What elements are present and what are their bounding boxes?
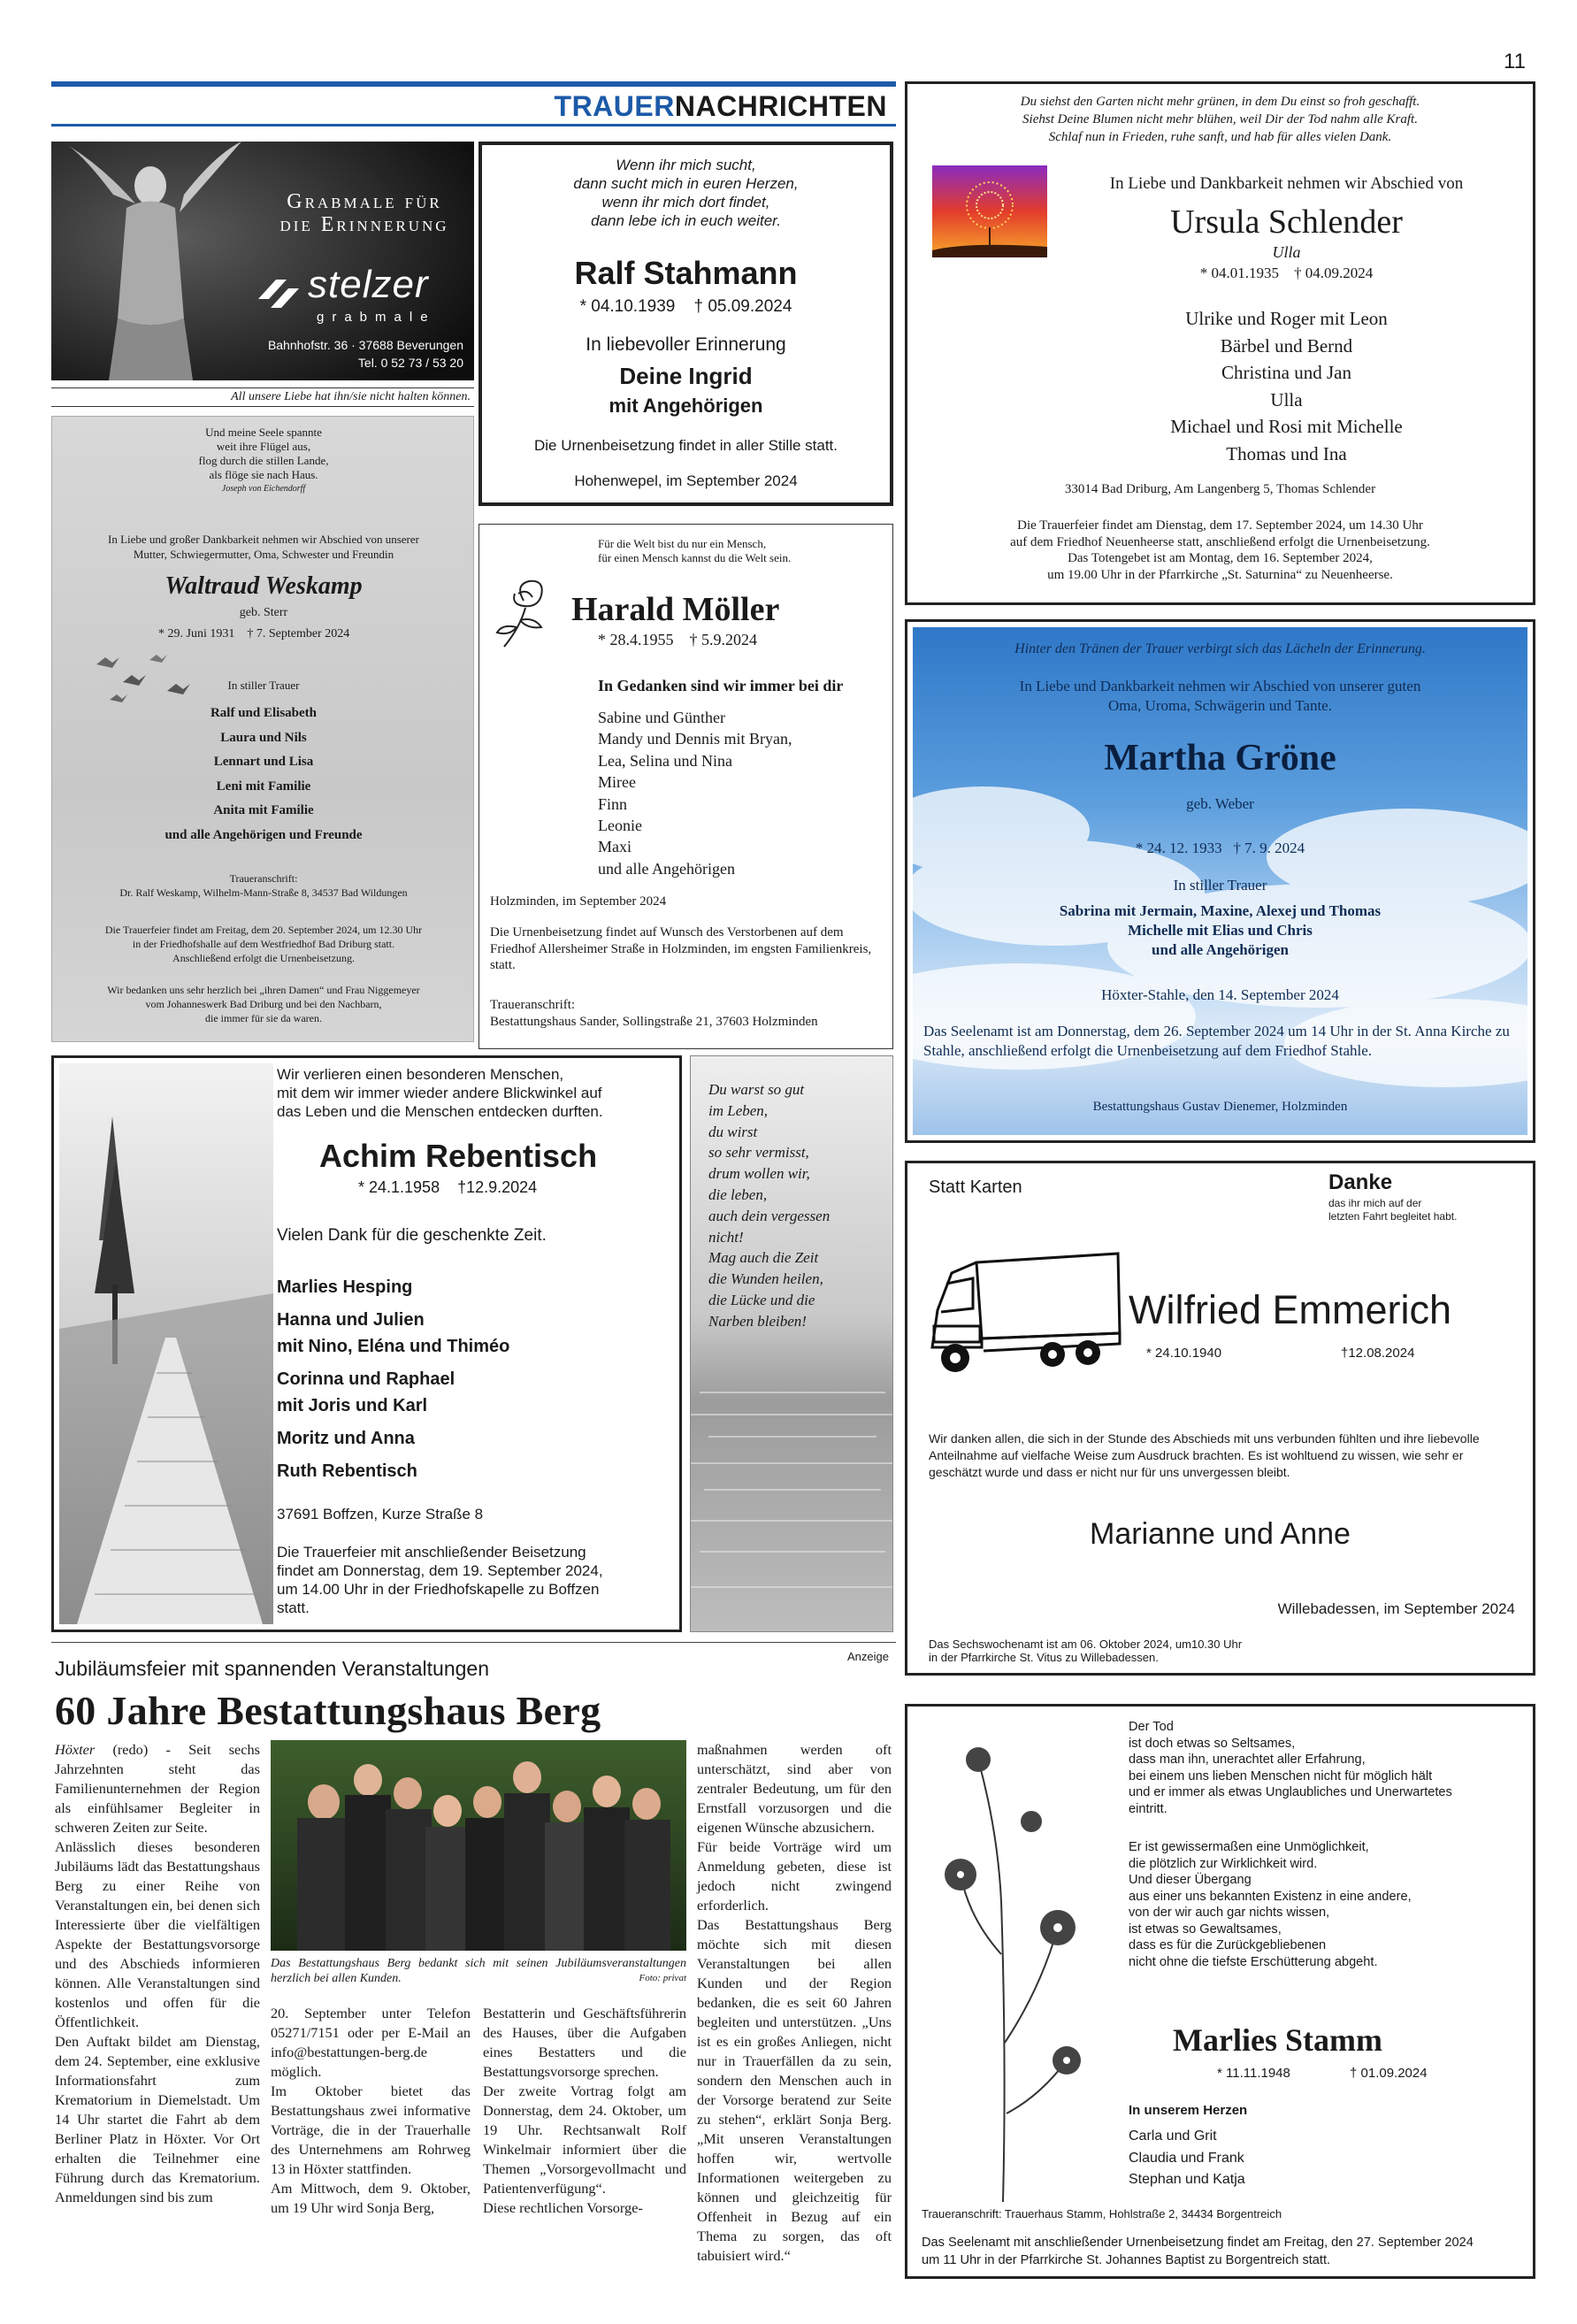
- rebentisch-thanks: Vielen Dank für die geschenkte Zeit.: [277, 1226, 547, 1245]
- weskamp-mourner: Lennart und Lisa: [213, 755, 314, 769]
- moeller-address: [490, 997, 818, 1030]
- moeller-poem: [598, 537, 791, 565]
- rebentisch-address: 37691 Boffzen, Kurze Straße 8: [277, 1506, 484, 1522]
- weskamp-addr: Dr. Ralf Weskamp, Wilhelm-Mann-Straße 8, 34537 Bad Wildungen: [119, 886, 408, 899]
- stamm-poem-2: [1129, 1839, 1412, 1970]
- weskamp-born: * 29. Juni 1931: [158, 627, 235, 640]
- schlender-intro: In Liebe und Dankbarkeit nehmen wir Abschied von: [1109, 174, 1464, 193]
- rebentisch-mourner: Ruth Rebentisch: [277, 1461, 417, 1481]
- stamm-mourner: Stephan und Katja: [1129, 2172, 1245, 2187]
- groene-dates: * 24. 12. 1933 † 7. 9. 2024: [1135, 840, 1305, 856]
- emmerich-born: * 24.10.1940: [1146, 1346, 1222, 1361]
- groene-place: Höxter-Stahle, den 14. September 2024: [1101, 986, 1339, 1003]
- schlender-poem-line: Siehst Deine Blumen nicht mehr blühen, weil Dir der Tod nahm alle Kraft.: [1022, 112, 1418, 127]
- stahmann-name: Ralf Stahmann: [574, 255, 798, 291]
- weskamp-funeral-line: in der Friedhofshalle auf dem Westfriedhof Bad Driburg statt.: [132, 938, 395, 950]
- boardwalk-forest-image: [59, 1063, 273, 1624]
- rebentisch-mourner: Corinna und Raphael: [277, 1369, 455, 1389]
- stamm-hearts: In unserem Herzen: [1129, 2103, 1248, 2118]
- weskamp-mourner: Laura und Nils: [220, 730, 307, 745]
- section-header: [51, 81, 896, 127]
- notice-moeller: [478, 524, 893, 1049]
- emmerich-thanks-title: Danke: [1328, 1170, 1393, 1194]
- schlender-mourner: Christina und Jan: [1221, 362, 1351, 383]
- stahmann-memory: In liebevoller Erinnerung: [586, 334, 786, 355]
- stelzer-headline-1: Grabmale für: [287, 190, 442, 213]
- weskamp-thanks-line: vom Johanneswerk Bad Driburg und bei den Nachbarn,: [145, 998, 382, 1010]
- schlender-poem: [907, 93, 1533, 146]
- stamm-poem-line: dass man ihn, unerachtet aller Erfahrung,: [1129, 1753, 1366, 1767]
- stamm-mass: [922, 2234, 1474, 2269]
- rebentisch-dates: [358, 1178, 537, 1197]
- article-paragraph: Bestatterin und Geschäftsführerin des Hauses, über die Aufgaben eines Bestatters und die Bestattungsvorsorge sprechen.: [483, 2005, 686, 2080]
- stamm-poem-line: ist doch etwas so Seltsames,: [1129, 1736, 1296, 1751]
- poem-line: die leben,: [708, 1185, 768, 1203]
- weskamp-name: Waltraud Weskamp: [165, 572, 363, 600]
- emmerich-text: Wir danken allen, die sich in der Stunde des Abschieds mit uns verbunden fühlten und ihre liebevolle Anteilnahme auf vielfache Weise zum Ausdruck brachten. Es ist wohltuend zu wissen, wie sehr er geschätzt wurde und dass er nicht nur für uns unvergessen bleibt.: [929, 1431, 1480, 1479]
- groene-quote: Hinter den Tränen der Trauer verbirgt sich das Lächeln der Erinnerung.: [1014, 641, 1426, 656]
- schlender-funeral: [907, 518, 1533, 583]
- weskamp-poem: [52, 426, 475, 496]
- stamm-poem-1: [1129, 1719, 1452, 1817]
- sea-image: [691, 1375, 893, 1632]
- stelzer-ad: [51, 142, 474, 380]
- groene-intro: [907, 677, 1533, 716]
- rebentisch-mourner: Hanna und Julien: [277, 1310, 425, 1330]
- article-col-1: [55, 1740, 260, 2207]
- emmerich-mass-line: Das Sechswochenamt ist am 06. Oktober 2024, um10.30 Uhr: [929, 1638, 1243, 1651]
- stamm-poem-line: und er immer als etwas Unglaubliches und Unerwartetes: [1129, 1785, 1452, 1799]
- stamm-mass-line: Das Seelenamt mit anschließender Urnenbeisetzung findet am Freitag, den 27. September 2024: [922, 2236, 1474, 2250]
- stahmann-place: Hohenwepel, im September 2024: [574, 472, 798, 489]
- stahmann-dates: [482, 297, 890, 317]
- stamm-poem-line: ist etwas so Gewaltsames,: [1129, 1921, 1282, 1937]
- rebentisch-born: * 24.1.1958: [358, 1178, 440, 1196]
- article-paragraph: Für beide Vorträge wird um Anmeldung gebeten, diese ist jedoch nicht zwingend erforderlich.: [697, 1838, 892, 1914]
- schlender-poem-line: Du siehst den Garten nicht mehr grünen, in dem Du einst so froh geschafft.: [1020, 95, 1420, 109]
- article-paragraph: Anlässlich dieses besonderen Jubiläums lädt das Bestattungshaus Berg zu einer Reihe von Veranstaltungen ein, bei denen sich Interessierte über die vielfältigen Aspekte der Bestattungsvorsorge und des Abschieds informieren können. Alle Veranstaltungen sind kostenlos und offen für die Öffentlichkeit.: [55, 1838, 260, 2030]
- moeller-mourner: Sabine und Günther: [598, 709, 725, 726]
- schlender-mourners: [1040, 305, 1533, 467]
- notice-stamm: [905, 1704, 1535, 2279]
- stahmann-poem-line: dann sucht mich in euren Herzen,: [573, 175, 799, 192]
- rebentisch-intro: [277, 1065, 603, 1121]
- poem-line: nicht!: [708, 1228, 744, 1246]
- stahmann-note: Die Urnenbeisetzung findet in aller Stille statt.: [533, 437, 838, 454]
- notice-weskamp: [51, 416, 474, 1042]
- groene-mourner: Sabrina mit Jermain, Maxine, Alexej und Thomas: [1059, 902, 1382, 919]
- emmerich-mass: [929, 1638, 1242, 1664]
- team-photo: [271, 1740, 686, 1951]
- emmerich-corner-left: Statt Karten: [929, 1177, 1022, 1197]
- moeller-died: † 5.9.2024: [689, 631, 757, 648]
- stahmann-died: † 05.09.2024: [693, 297, 792, 316]
- article-berg: [51, 1642, 896, 2279]
- schlender-funeral-line: um 19.00 Uhr in der Pfarrkirche „St. Saturnina“ zu Neuenheerse.: [1047, 567, 1393, 582]
- weskamp-died: † 7. September 2024: [247, 627, 350, 640]
- stahmann-born: * 04.10.1939: [579, 297, 676, 316]
- weskamp-funeral-line: Anschließend erfolgt die Urnenbeisetzung.: [172, 952, 355, 964]
- stelzer-caption: All unsere Liebe hat ihn/sie nicht halten können.: [51, 387, 474, 407]
- poem-panel-text: [708, 1079, 830, 1332]
- stahmann-poem: [482, 156, 890, 230]
- groene-mourner: Michelle mit Elias und Chris: [1128, 922, 1313, 939]
- page-number: 11: [1504, 50, 1526, 73]
- moeller-name: Harald Möller: [571, 591, 780, 628]
- emmerich-place: Willebadessen, im September 2024: [1277, 1600, 1515, 1617]
- article-paragraph: maßnahmen werden oft unterschätzt, sind aber von zentraler Bedeutung, um für den Ernstfall vorzusorgen und die eigenen Wünsche abzusichern.: [697, 1741, 892, 1836]
- schlender-mourner: Thomas und Ina: [1226, 442, 1347, 464]
- schlender-name: Ursula Schlender: [1170, 203, 1403, 241]
- notice-groene: [905, 619, 1535, 1143]
- photo-caption-text: Das Bestattungshaus Berg bedankt sich mit seinen Jubiläumsveranstaltungen herzlich bei allen Kunden.: [271, 1957, 686, 1985]
- stelzer-brand: stelzer: [308, 263, 429, 306]
- flower-illustration: [925, 1724, 1093, 2202]
- moeller-mourner: Lea, Selina und Nina: [598, 751, 732, 770]
- header-rule-top: [51, 81, 896, 87]
- rose-icon: [492, 574, 555, 659]
- schlender-died: † 04.09.2024: [1294, 265, 1374, 281]
- poem-line: drum wollen wir,: [708, 1165, 810, 1183]
- poem-line: Du warst so gut: [708, 1081, 805, 1098]
- schlender-funeral-line: Das Totengebet ist am Montag, dem 16. September 2024,: [1068, 551, 1373, 565]
- moeller-mourner: Leonie: [598, 817, 642, 835]
- section-title-nachrichten: NACHRICHTEN: [674, 90, 887, 122]
- article-col1-lead-rest: (redo) - Seit sechs Jahrzehnten steht das Familienunternehmen der Region als einfühlsamer Begleiter in schweren Zeiten zur Seite.: [55, 1741, 260, 1836]
- groene-mourning: In stiller Trauer: [1173, 877, 1267, 894]
- moeller-addr-label: Traueranschrift:: [490, 998, 576, 1012]
- emmerich-thanks-sub: [1328, 1197, 1457, 1223]
- schlender-mourner: Michael und Rosi mit Michelle: [1170, 416, 1403, 437]
- weskamp-address: [52, 871, 475, 900]
- emmerich-name: Wilfried Emmerich: [1129, 1287, 1452, 1332]
- article-col-4: [697, 1740, 892, 2266]
- rebentisch-mourner: mit Joris und Karl: [277, 1396, 428, 1415]
- notice-stahmann: [478, 142, 893, 506]
- weskamp-poem-line: Und meine Seele spannte: [205, 426, 322, 439]
- dandelion-sunset-image: [932, 165, 1047, 257]
- stamm-poem-line: Der Tod: [1129, 1720, 1174, 1734]
- rebentisch-mourners: [277, 1274, 509, 1484]
- stamm-poem-line: aus einer uns bekannten Existenz in eine andere,: [1129, 1889, 1412, 1904]
- moeller-mourner: Maxi: [598, 838, 632, 856]
- weskamp-poem-line: als flöge sie nach Haus.: [209, 468, 318, 481]
- stahmann-poem-line: dann lebe ich in euch weiter.: [591, 212, 781, 229]
- groene-mourners: [907, 901, 1533, 960]
- weskamp-intro-line: In Liebe und großer Dankbarkeit nehmen wir Abschied von unserer: [108, 533, 419, 546]
- poem-line: im Leben,: [708, 1101, 769, 1119]
- rebentisch-mourner: Moritz und Anna: [277, 1429, 415, 1448]
- stamm-poem-line: nicht ohne die tiefste Erschütterung abgeht.: [1129, 1954, 1378, 1969]
- article-paragraph: Am Mittwoch, dem 9. Oktober, um 19 Uhr wird Sonja Berg,: [271, 2180, 471, 2216]
- rebentisch-funeral-line: findet am Donnerstag, dem 19. September 2024,: [277, 1562, 603, 1579]
- moeller-thoughts: In Gedanken sind wir immer bei dir: [598, 677, 844, 694]
- poem-panel: [690, 1055, 893, 1632]
- poem-line: die Lücke und die: [708, 1291, 815, 1308]
- stahmann-from: Deine Ingrid: [619, 363, 753, 389]
- groene-mourner: und alle Angehörigen: [1152, 941, 1289, 958]
- rebentisch-died: †12.9.2024: [457, 1178, 538, 1196]
- weskamp-mourner: Anita mit Familie: [213, 803, 314, 817]
- groene-intro-line: Oma, Uroma, Schwägerin und Tante.: [1108, 697, 1332, 714]
- groene-born-name: geb. Weber: [1186, 795, 1254, 812]
- emmerich-thanks-sub-line: letzten Fahrt begleitet habt.: [1328, 1210, 1458, 1223]
- article-paragraph: 20. September unter Telefon 05271/7151 oder per E-Mail an info@bestattungen-berg.de möglich.: [271, 2005, 471, 2080]
- schlender-funeral-line: auf dem Friedhof Neuenheerse statt, anschließend erfolgt die Urnenbeisetzung.: [1010, 534, 1430, 549]
- poem-line: Mag auch die Zeit: [708, 1249, 819, 1267]
- rebentisch-intro-line: mit dem wir immer wieder andere Blickwinkel auf: [277, 1085, 602, 1101]
- rebentisch-funeral-line: Die Trauerfeier mit anschließender Beisetzung: [277, 1544, 586, 1561]
- stamm-poem-line: die plötzlich zur Wirklichkeit wird.: [1129, 1856, 1318, 1871]
- article-paragraph: Im Oktober bietet das Bestattungshaus zwei informative Vorträge, die in der Trauerhalle des Unternehmens am Rohrweg 13 in Höxter stattfinden.: [271, 2082, 471, 2177]
- poem-line: so sehr vermisst,: [708, 1144, 809, 1162]
- article-photo-caption: [271, 1956, 686, 1986]
- stamm-address: Traueranschrift: Trauerhaus Stamm, Hohlstraße 2, 34434 Borgentreich: [922, 2207, 1282, 2220]
- weskamp-intro: [52, 532, 475, 562]
- emmerich-thanks-sub-line: das ihr mich auf der: [1328, 1197, 1422, 1209]
- birds-illustration: [88, 638, 203, 709]
- stelzer-logo-icon: [256, 272, 301, 311]
- schlender-mourner: Bärbel und Bernd: [1220, 334, 1353, 357]
- moeller-mourner: Finn: [598, 794, 628, 813]
- stamm-mourner: Claudia und Frank: [1129, 2150, 1244, 2166]
- stamm-mass-line: um 11 Uhr in der Pfarrkirche St. Johannes Baptist zu Borgentreich statt.: [922, 2253, 1331, 2267]
- notice-schlender: [905, 81, 1535, 605]
- poem-line: Narben bleiben!: [708, 1312, 807, 1330]
- stamm-poem-line: von der wir auch gar nichts wissen,: [1129, 1906, 1330, 1920]
- poem-line: auch dein vergessen: [708, 1207, 831, 1224]
- groene-intro-line: In Liebe und Dankbarkeit nehmen wir Abschied von unserer guten: [1019, 678, 1421, 694]
- truck-icon: [920, 1248, 1123, 1381]
- article-ad-label: Anzeige: [847, 1650, 889, 1663]
- rebentisch-mourner: mit Nino, Eléna und Thiméo: [277, 1337, 510, 1356]
- stamm-mourner: Carla und Grit: [1129, 2128, 1217, 2144]
- rebentisch-intro-line: Wir verlieren einen besonderen Menschen,: [277, 1066, 564, 1083]
- stamm-died: † 01.09.2024: [1350, 2066, 1428, 2081]
- moeller-poem-line: Für die Welt bist du nur ein Mensch,: [598, 537, 767, 550]
- stelzer-address: Bahnhofstr. 36 · 37688 Beverungen: [267, 338, 463, 352]
- weskamp-mourner: Ralf und Elisabeth: [210, 706, 318, 720]
- emmerich-mass-line: in der Pfarrkirche St. Vitus zu Willebadessen.: [929, 1651, 1159, 1664]
- weskamp-addr-label: Traueranschrift:: [229, 872, 298, 885]
- weskamp-mourning: In stiller Trauer: [227, 679, 300, 692]
- weskamp-born-name: geb. Sterr: [239, 606, 288, 619]
- article-paragraph: Der zweite Vortrag folgt am Donnerstag, dem 24. Oktober, um 19 Uhr. Rechtsanwalt Rolf Winkelmair informiert über die Themen „Vorsorgevollmacht und Patientenverfügung“.: [483, 2082, 686, 2197]
- weskamp-poet: Joseph von Eichendorff: [221, 484, 306, 494]
- rebentisch-intro-line: das Leben und die Menschen entdecken durften.: [277, 1103, 603, 1120]
- article-col-2: [271, 2004, 471, 2218]
- stahmann-relatives: mit Angehörigen: [609, 395, 763, 417]
- photo-credit: Foto: privat: [639, 1973, 686, 1983]
- stamm-poem-line: dass es für die Zurückgebliebenen: [1129, 1938, 1327, 1952]
- header-rule-bottom: [51, 124, 896, 127]
- schlender-mourner: Ulla: [1270, 388, 1303, 410]
- notice-rebentisch: [51, 1055, 682, 1632]
- article-col-3: [483, 2004, 686, 2218]
- moeller-dates: [598, 631, 757, 649]
- schlender-funeral-line: Die Trauerfeier findet am Dienstag, dem 17. September 2024, um 14.30 Uhr: [1017, 518, 1423, 533]
- stelzer-brand-sub: grabmale: [317, 310, 436, 325]
- stamm-born: * 11.11.1948: [1217, 2066, 1290, 2081]
- rebentisch-mourner: Marlies Hesping: [277, 1277, 413, 1297]
- schlender-address: 33014 Bad Driburg, Am Langenberg 5, Thomas Schlender: [1064, 482, 1376, 496]
- stelzer-headline-2: die Erinnerung: [279, 213, 449, 236]
- emmerich-died: †12.08.2024: [1341, 1346, 1415, 1361]
- moeller-mourner: und alle Angehörigen: [598, 859, 735, 878]
- poem-line: du wirst: [708, 1123, 758, 1140]
- schlender-dates: [1040, 265, 1533, 282]
- weskamp-funeral-line: Die Trauerfeier findet am Freitag, dem 20. September 2024, um 12.30 Uhr: [104, 924, 423, 936]
- weskamp-mourners: [52, 702, 475, 848]
- groene-name: Martha Gröne: [1104, 738, 1336, 779]
- rebentisch-name: Achim Rebentisch: [319, 1138, 598, 1174]
- article-headline: 60 Jahre Bestattungshaus Berg: [55, 1688, 601, 1733]
- stahmann-poem-line: Wenn ihr mich sucht,: [616, 157, 756, 173]
- groene-undertaker: Bestattungshaus Gustav Dienemer, Holzminden: [1092, 1100, 1348, 1114]
- moeller-addr: Bestattungshaus Sander, Sollingstraße 21, 37603 Holzminden: [490, 1014, 818, 1029]
- weskamp-poem-line: flog durch die stillen Lande,: [198, 454, 329, 467]
- weskamp-intro-line: Mutter, Schwiegermutter, Oma, Schwester und Freundin: [133, 548, 394, 561]
- weskamp-thanks: [52, 983, 475, 1025]
- article-paragraph: Diese rechtlichen Vorsorge-: [483, 2199, 643, 2216]
- moeller-born: * 28.4.1955: [598, 631, 674, 648]
- rebentisch-funeral: [277, 1543, 603, 1617]
- weskamp-thanks-line: Wir bedanken uns sehr herzlich bei „ihren Damen“ und Frau Niggemeyer: [107, 984, 420, 996]
- stamm-poem-line: bei einem uns lieben Menschen nicht für möglich hält: [1129, 1768, 1433, 1783]
- weskamp-thanks-line: die immer für sie da waren.: [205, 1012, 322, 1024]
- article-col1-lead-place: Höxter: [55, 1741, 96, 1758]
- moeller-place: Holzminden, im September 2024: [490, 894, 667, 909]
- moeller-mourners: [598, 707, 792, 879]
- article-paragraph: Den Auftakt bildet am Dienstag, dem 24. September, eine exklusive Informationsfahrt zum Krematorium in Diemelstadt. Um 14 Uhr startet die Fahrt ab dem Berliner Platz in Höxter. Vor Ort erhalten die Teilnehmer eine Führung durch das Krematorium. Anmeldungen sind bis zum: [55, 2033, 260, 2205]
- stelzer-headline: [255, 190, 474, 236]
- section-title: [555, 90, 887, 123]
- notice-emmerich: [905, 1161, 1535, 1676]
- schlender-poem-line: Schlaf nun in Frieden, ruhe sanft, und hab für alles vielen Dank.: [1048, 130, 1392, 144]
- schlender-born: * 04.01.1935: [1199, 265, 1279, 281]
- article-paragraph: Das Bestattungshaus Berg möchte sich mit diesen Veranstaltungen bei allen Kunden und der Region bedanken, die es seit 60 Jahren begleiten und unterstützen. „Uns ist es ein großes Anliegen, nicht nur in Trauerfällen da zu sein, sondern den Menschen auch in der Vorsorge beratend zur Seite zu stehen“, erklärt Sonja Berg. „Mit unseren Veranstaltungen hoffen wir, wertvolle Informationen weitergeben zu können und gleichzeitig für Offenheit in Bezug auf ein Thema zu sorgen, das oft tabuisiert wird.“: [697, 1916, 892, 2264]
- moeller-mourner: Mandy und Dennis mit Bryan,: [598, 730, 792, 748]
- schlender-nickname: Ulla: [1272, 243, 1301, 261]
- article-col1-lead: [55, 1740, 260, 1837]
- emmerich-from: Marianne und Anne: [1090, 1517, 1351, 1551]
- stamm-poem-line: Und dieser Übergang: [1129, 1873, 1252, 1887]
- stamm-mourners: [1129, 2126, 1245, 2191]
- moeller-note: Die Urnenbeisetzung findet auf Wunsch des Verstorbenen auf dem Friedhof Allersheimer Straße in Holzminden, im engsten Familienkreis, statt.: [490, 925, 872, 972]
- section-title-trauer: TRAUER: [554, 90, 675, 122]
- weskamp-poem-line: weit ihre Flügel aus,: [216, 440, 311, 453]
- weskamp-funeral: [52, 923, 475, 965]
- article-kicker: Jubiläumsfeier mit spannenden Veranstaltungen: [55, 1657, 489, 1680]
- stelzer-phone: Tel. 0 52 73 / 53 20: [357, 356, 463, 370]
- moeller-mourner: Miree: [598, 773, 636, 792]
- stahmann-poem-line: wenn ihr mich dort findet,: [601, 194, 770, 211]
- moeller-poem-line: für einen Mensch kannst du die Welt sein.: [598, 551, 792, 564]
- schlender-mourner: Ulrike und Roger mit Leon: [1185, 308, 1388, 329]
- rebentisch-funeral-line: um 14.00 Uhr in der Friedhofskapelle zu Boffzen: [277, 1581, 600, 1598]
- stamm-name: Marlies Stamm: [1173, 2022, 1382, 2058]
- groene-note: Das Seelenamt ist am Donnerstag, dem 26. September 2024 um 14 Uhr in der St. Anna Kirche zu Stahle, anschließend erfolgt die Urnenbeisetzung auf dem Friedhof Stahle.: [923, 1023, 1510, 1059]
- poem-line: die Wunden heilen,: [708, 1270, 823, 1288]
- weskamp-mourner: Leni mit Familie: [216, 779, 311, 794]
- stamm-poem-line: eintritt.: [1129, 1801, 1167, 1816]
- stamm-poem-line: Er ist gewissermaßen eine Unmöglichkeit,: [1129, 1840, 1369, 1854]
- rebentisch-funeral-line: statt.: [277, 1599, 310, 1616]
- weskamp-mourner: und alle Angehörigen und Freunde: [165, 827, 363, 842]
